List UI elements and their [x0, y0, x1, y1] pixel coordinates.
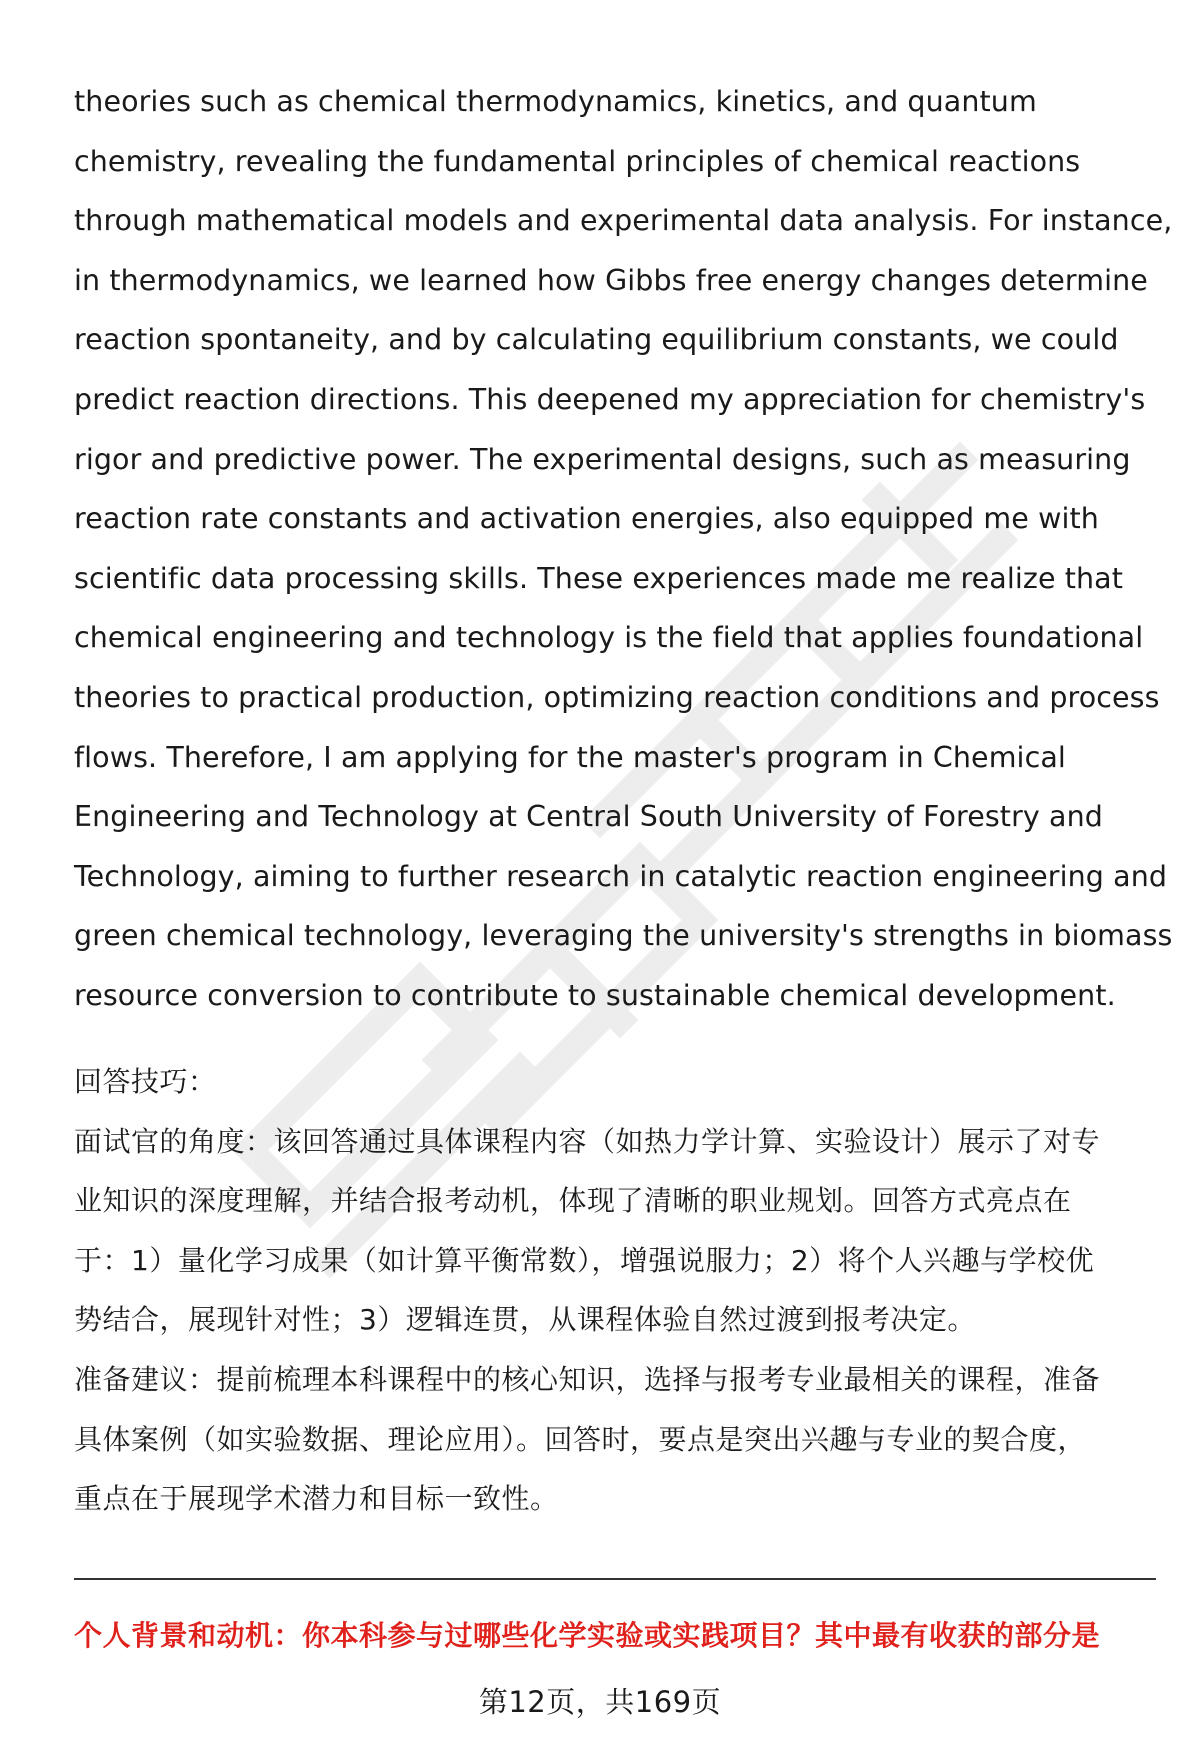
- text-line: theories to practical production, optimizing reaction conditions and process: [74, 680, 1160, 714]
- text-line: green chemical technology, leveraging the university's strengths in biomass: [74, 919, 1173, 953]
- tips-line: 具体案例（如实验数据、理论应用）。回答时，要点是突出兴趣与专业的契合度，: [74, 1422, 1087, 1456]
- text-line: scientific data processing skills. These experiences made me realize that: [74, 561, 1124, 595]
- section-divider: [74, 1578, 1156, 1580]
- tips-line: 面试官的角度：该回答通过具体课程内容（如热力学计算、实验设计）展示了对专: [74, 1124, 1101, 1158]
- text-line: through mathematical models and experimental data analysis. For instance,: [74, 204, 1173, 238]
- tips-line: 业知识的深度理解，并结合报考动机，体现了清晰的职业规划。回答方式亮点在: [74, 1184, 1072, 1218]
- text-line: predict reaction directions. This deepened my appreciation for chemistry's: [74, 382, 1146, 416]
- text-line: flows. Therefore, I am applying for the master's program in Chemical: [74, 740, 1066, 774]
- text-line: reaction rate constants and activation energies, also equipped me with: [74, 502, 1099, 536]
- text-line: chemical engineering and technology is the field that applies foundational: [74, 621, 1144, 655]
- text-line: chemistry, revealing the fundamental principles of chemical reactions: [74, 144, 1081, 178]
- text-line: in thermodynamics, we learned how Gibbs free energy changes determine: [74, 263, 1148, 297]
- tips-line: 势结合，展现针对性；3）逻辑连贯，从课程体验自然过渡到报考决定。: [74, 1303, 976, 1337]
- answer-tips: [74, 1052, 1154, 1529]
- text-line: rigor and predictive power. The experimental designs, such as measuring: [74, 442, 1131, 476]
- text-line: Technology, aiming to further research in catalytic reaction engineering and: [74, 859, 1168, 893]
- tips-line: 准备建议：提前梳理本科课程中的核心知识，选择与报考专业最相关的课程，准备: [74, 1362, 1101, 1396]
- tips-line: 重点在于展现学术潜力和目标一致性。: [74, 1482, 559, 1516]
- tips-heading: 回答技巧：: [74, 1065, 217, 1098]
- answer-paragraph: [74, 72, 1173, 1026]
- tips-line: 于：1）量化学习成果（如计算平衡常数），增强说服力；2）将个人兴趣与学校优: [74, 1243, 1095, 1277]
- text-line: Engineering and Technology at Central South University of Forestry and: [74, 800, 1103, 834]
- answer-body: [74, 72, 1173, 1026]
- page-number: 第12页，共169页: [478, 1685, 722, 1719]
- text-line: theories such as chemical thermodynamics, kinetics, and quantum: [74, 85, 1037, 118]
- text-line: resource conversion to contribute to sustainable chemical development.: [74, 978, 1116, 1012]
- next-question-heading: 个人背景和动机：你本科参与过哪些化学实验或实践项目？其中最有收获的部分是: [74, 1619, 1101, 1652]
- text-line: reaction spontaneity, and by calculating equilibrium constants, we could: [74, 323, 1119, 357]
